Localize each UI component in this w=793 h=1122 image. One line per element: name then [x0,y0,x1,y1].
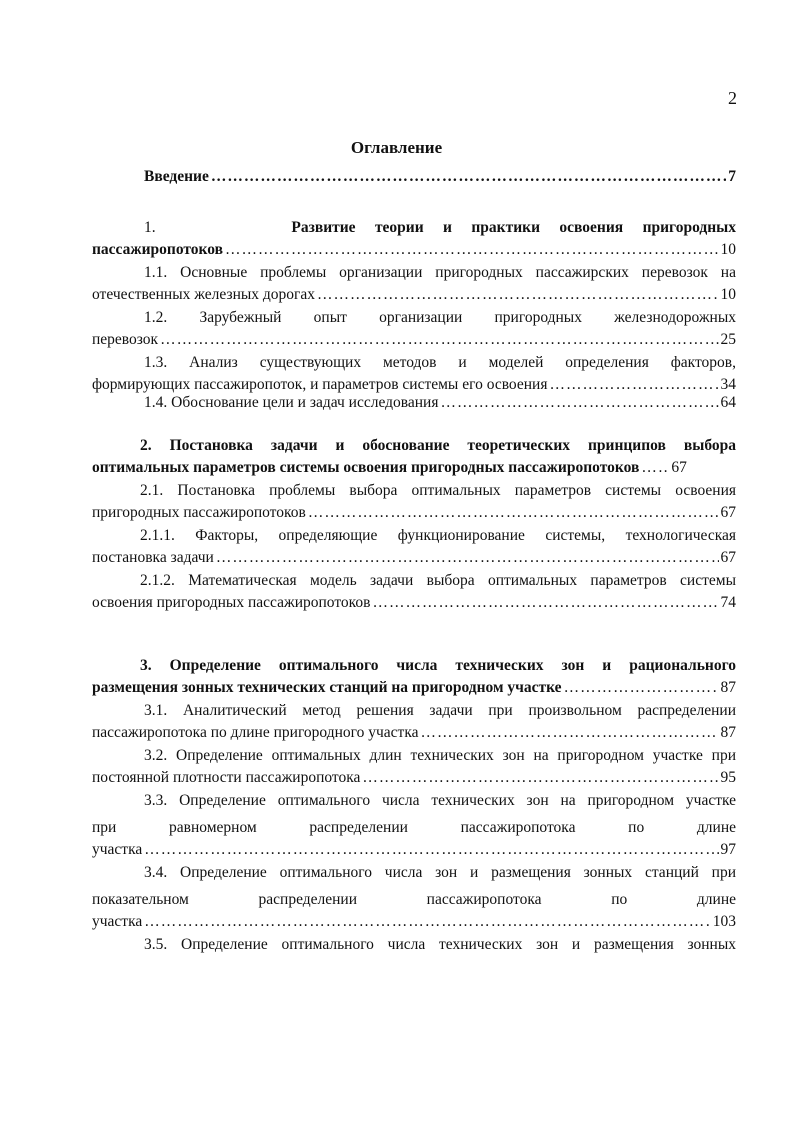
toc-entry-3-4[interactable]: 3.4. Определение оптимального числа зон и размещения зонных станций при показательном распределении пассажиропотока по длине участка …………………………………………………………………………………………………………………………………………………………………… 103 [92,859,736,931]
toc-page-ref: 7 [728,168,736,185]
toc-entry-intro[interactable]: Введение …………………………………………………………………………………………………………………………………………………………………… 7 [144,168,736,186]
toc-entry-2-1-1[interactable]: 2.1.1. Факторы, определяющие функционирование системы, технологическая постановка задачи …………………………………………………………………………………………………………………………………………………………………… 67 [92,522,736,567]
toc-title: Оглавление [350,138,443,157]
toc-entry-chapter-3[interactable]: 3. Определение оптимального числа технических зон и рационального размещения зонных технических станций на пригородном участке …………………………………………………………………………………………………………………………………………………………………… 87 [92,652,736,697]
toc-entry-3-5[interactable]: 3.5. Определение оптимального числа технических зон и размещения зонных [144,936,736,953]
page-number: 2 [728,88,737,108]
toc-entry-chapter-1[interactable]: 1. Развитие теории и практики освоения пригородных пассажиропотоков …………………………………………………………………………………………………………………………………………………………………… 10 [92,214,736,259]
toc-entry-2-1[interactable]: 2.1. Постановка проблемы выбора оптимальных параметров системы освоения пригородных пассажиропотоков …………………………………………………………………………………………………………………………………………………………………… 67 [92,477,736,522]
toc-entry-1-1[interactable]: 1.1. Основные проблемы организации пригородных пассажирских перевозок на отечественных железных дорогах …………………………………………………………………………………………………………………………………………………………………… 10 [92,259,736,304]
toc-entry-3-1[interactable]: 3.1. Аналитический метод решения задачи при произвольном распределении пассажиропотока по длине пригородного участка …………………………………………………………………………………………………………………………………………………………………… 87 [92,697,736,742]
toc-entry-1-4[interactable]: 1.4. Обоснование цели и задач исследования …………………………………………………………………………………………………………………………………………………………………… 64 [144,394,736,412]
toc-entry-1-3[interactable]: 1.3. Анализ существующих методов и моделей определения факторов, формирующих пассажиропоток, и параметров системы его освоения …………………………………………………………………………………………………………………………………………………………………… 34 [92,349,736,394]
toc-entry-chapter-2[interactable]: 2. Постановка задачи и обоснование теоретических принципов выбора оптимальных параметров системы освоения пригородных пассажиропотоков …………………………………………………………………………………………………………………………………………………………………… 67 [92,432,736,477]
toc-entry-2-1-2[interactable]: 2.1.2. Математическая модель задачи выбора оптимальных параметров системы освоения пригородных пассажиропотоков …………………………………………………………………………………………………………………………………………………………………… 74 [92,567,736,612]
table-of-contents [92,168,736,958]
toc-entry-3-2[interactable]: 3.2. Определение оптимальных длин технических зон на пригородном участке при постоянной плотности пассажиропотока …………………………………………………………………………………………………………………………………………………………………… 95 [92,742,736,787]
toc-entry-1-2[interactable]: 1.2. Зарубежный опыт организации пригородных железнодорожных перевозок …………………………………………………………………………………………………………………………………………………………………… 25 [92,304,736,349]
toc-entry-3-3[interactable]: 3.3. Определение оптимального числа технических зон на пригородном участке при равномерном распределении пассажиропотока по длине участка …………………………………………………………………………………………………………………………………………………………………… 97 [92,787,736,859]
